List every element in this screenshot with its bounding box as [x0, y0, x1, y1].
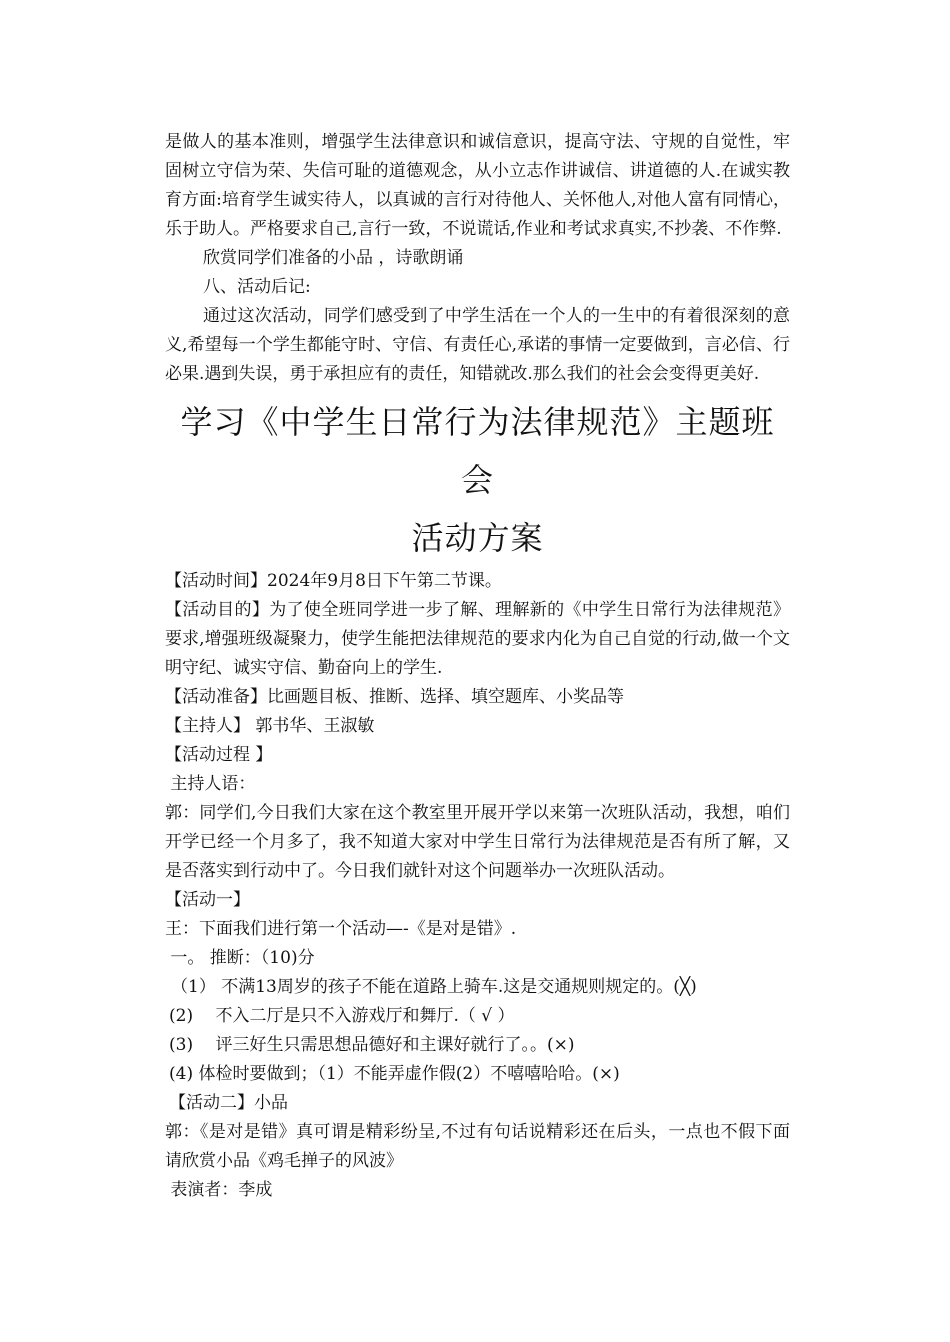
- activity-process: 【活动过程 】: [165, 745, 273, 765]
- question-2: (2) 不入二厅是只不入游戏厅和舞厅.（ √ ）: [169, 1006, 515, 1026]
- wang-speech: 王：下面我们进行第一个活动—-《是对是错》.: [165, 919, 517, 939]
- host-words: 主持人语：: [165, 774, 256, 794]
- performer-line: 表演者：李成: [165, 1180, 273, 1200]
- activity-host: 【主持人】 郭书华、王淑敏: [165, 716, 375, 736]
- activity-one-heading: 【活动一】: [165, 890, 250, 910]
- question-1: （1） 不满13周岁的孩子不能在道路上骑车.这是交通规则规定的。(╳): [171, 977, 697, 997]
- guo-opening-speech: 郭：同学们,今日我们大家在这个教室里开展开学以来第一次班队活动，我想，咱们开学已经一个月多了，我不知道大家对中学生日常行为法律规范是否有所了解，又是否落实到行动中了。今日我们就针对这个问题举办一次班队活动。: [165, 803, 790, 881]
- guo-sketch-intro: 郭：《是对是错》真可谓是精彩纷呈,不过有句话说精彩还在后头，一点也不假下面请欣赏小品《鸡毛掸子的风波》: [165, 1122, 790, 1171]
- activity-time: 【活动时间】2024年9月8日下午第二节课。: [165, 571, 502, 591]
- activity-purpose: 【活动目的】为了使全班同学进一步了解、理解新的《中学生日常行为法律规范》要求,增强班级凝聚力，使学生能把法律规范的要求内化为自己自觉的行动,做一个文明守纪、诚实守信、勤奋向上的学生.: [165, 600, 790, 678]
- activity-preparation: 【活动准备】比画题目板、推断、选择、填空题库、小奖品等: [165, 687, 624, 707]
- question-3: (3) 评三好生只需思想品德好和主课好就行了。。(×): [169, 1035, 575, 1055]
- section-heading-postscript: 八、活动后记:: [203, 277, 311, 297]
- activity-two-heading: 【活动二】小品: [169, 1093, 288, 1113]
- question-4: (4) 体检时要做到；（1）不能弄虚作假(2）不嘻嘻哈哈。(×): [169, 1064, 620, 1084]
- document-title-line1: 学习《中学生日常行为法律规范》主题班会: [180, 403, 775, 499]
- intro-paragraph: 是做人的基本准则，增强学生法律意识和诚信意识，提高守法、守规的自觉性，牢固树立守信为荣、失信可耻的道德观念，从小立志作讲诚信、讲道德的人.在诚实教育方面:培育学生诚实待人，以真诚的言行对待他人、关怀他人,对他人富有同情心，乐于助人。严格要求自己,言行一致，不说谎话,作业和考试求真实,不抄袭、不作弊.: [165, 132, 790, 239]
- judgement-heading: 一。 推断：（10)分: [165, 948, 315, 968]
- postscript-paragraph: 通过这次活动，同学们感受到了中学生活在一个人的一生中的有着很深刻的意义,希望每一个学生都能守时、守信、有责任心,承诺的事情一定要做到，言必信、行必果.遇到失误，勇于承担应有的责任，知错就改.那么我们的社会会变得更美好.: [165, 306, 790, 384]
- appreciation-line: 欣赏同学们准备的小品 ，诗歌朗诵: [203, 248, 464, 268]
- document-page: [165, 128, 790, 1205]
- document-title-line2: 活动方案: [411, 519, 544, 557]
